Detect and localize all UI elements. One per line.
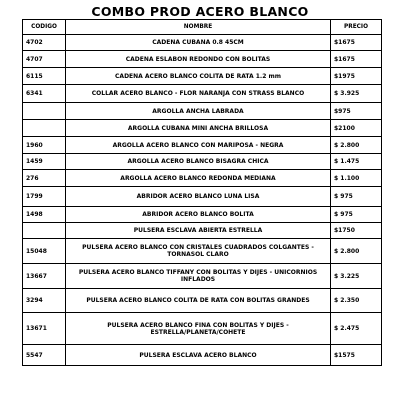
table-row (23, 264, 382, 289)
row-price: $ 3.225 (331, 264, 382, 289)
header-code: CODIGO (23, 20, 66, 35)
table-row (23, 120, 382, 137)
row-code (23, 103, 66, 120)
row-code: 1799 (23, 187, 66, 207)
table-row (23, 68, 382, 85)
row-name: PULSERA ACERO BLANCO TIFFANY CON BOLITAS Y DIJES - UNICORNIOS INFLADOS (66, 264, 331, 289)
row-code: 13671 (23, 313, 66, 345)
table-header-row (23, 20, 382, 35)
table-row (23, 207, 382, 223)
row-name: PULSERA ACERO BLANCO CON CRISTALES CUADRADOS COLGANTES - TORNASOL CLARO (66, 239, 331, 264)
row-code: 1459 (23, 154, 66, 170)
table-row (23, 103, 382, 120)
row-name: ABRIDOR ACERO BLANCO LUNA LISA (66, 187, 331, 207)
row-price: $1575 (331, 345, 382, 366)
row-name: ARGOLLA CUBANA MINI ANCHA BRILLOSA (66, 120, 331, 137)
table-row (23, 170, 382, 187)
table-row (23, 289, 382, 313)
row-price: $1750 (331, 223, 382, 239)
row-code: 4707 (23, 51, 66, 68)
row-code (23, 223, 66, 239)
row-code: 4702 (23, 35, 66, 51)
table-row (23, 51, 382, 68)
header-name: NOMBRE (66, 20, 331, 35)
row-code: 6341 (23, 85, 66, 103)
row-price: $ 2.800 (331, 239, 382, 264)
row-price: $ 2.475 (331, 313, 382, 345)
row-price: $1975 (331, 68, 382, 85)
row-price: $ 975 (331, 187, 382, 207)
row-name: CADENA ACERO BLANCO COLITA DE RATA 1.2 mm (66, 68, 331, 85)
table-row (23, 35, 382, 51)
header-price: PRECIO (331, 20, 382, 35)
row-price: $ 1.475 (331, 154, 382, 170)
row-code: 1498 (23, 207, 66, 223)
row-price: $1675 (331, 35, 382, 51)
row-code: 276 (23, 170, 66, 187)
row-name: ARGOLLA ANCHA LABRADA (66, 103, 331, 120)
table-row (23, 313, 382, 345)
table-row (23, 154, 382, 170)
row-name: ABRIDOR ACERO BLANCO BOLITA (66, 207, 331, 223)
row-code: 6115 (23, 68, 66, 85)
table-body (23, 35, 382, 366)
product-table (22, 19, 382, 366)
row-name: ARGOLLA ACERO BLANCO CON MARIPOSA - NEGRA (66, 137, 331, 154)
table-row (23, 85, 382, 103)
row-price: $975 (331, 103, 382, 120)
row-name: PULSERA ACERO BLANCO FINA CON BOLITAS Y DIJES - ESTRELLA/PLANETA/COHETE (66, 313, 331, 345)
page-title: COMBO PROD ACERO BLANCO (91, 4, 309, 19)
row-name: ARGOLLA ACERO BLANCO BISAGRA CHICA (66, 154, 331, 170)
row-price: $ 975 (331, 207, 382, 223)
row-code: 5547 (23, 345, 66, 366)
row-price: $ 2.800 (331, 137, 382, 154)
table-row (23, 187, 382, 207)
row-name: COLLAR ACERO BLANCO - FLOR NARANJA CON STRASS BLANCO (66, 85, 331, 103)
row-name: PULSERA ESCLAVA ABIERTA ESTRELLA (66, 223, 331, 239)
row-name: PULSERA ACERO BLANCO COLITA DE RATA CON BOLITAS GRANDES (66, 289, 331, 313)
row-price: $1675 (331, 51, 382, 68)
row-name: CADENA CUBANA 0.8 45CM (66, 35, 331, 51)
row-name: PULSERA ESCLAVA ACERO BLANCO (66, 345, 331, 366)
row-price: $ 3.925 (331, 85, 382, 103)
table-row (23, 137, 382, 154)
row-price: $2100 (331, 120, 382, 137)
row-code: 1960 (23, 137, 66, 154)
row-code (23, 120, 66, 137)
table-row (23, 223, 382, 239)
row-code: 15048 (23, 239, 66, 264)
table-row (23, 345, 382, 366)
row-code: 13667 (23, 264, 66, 289)
row-price: $ 1.100 (331, 170, 382, 187)
row-name: CADENA ESLABON REDONDO CON BOLITAS (66, 51, 331, 68)
row-price: $ 2.350 (331, 289, 382, 313)
row-name: ARGOLLA ACERO BLANCO REDONDA MEDIANA (66, 170, 331, 187)
table-row (23, 239, 382, 264)
row-code: 3294 (23, 289, 66, 313)
